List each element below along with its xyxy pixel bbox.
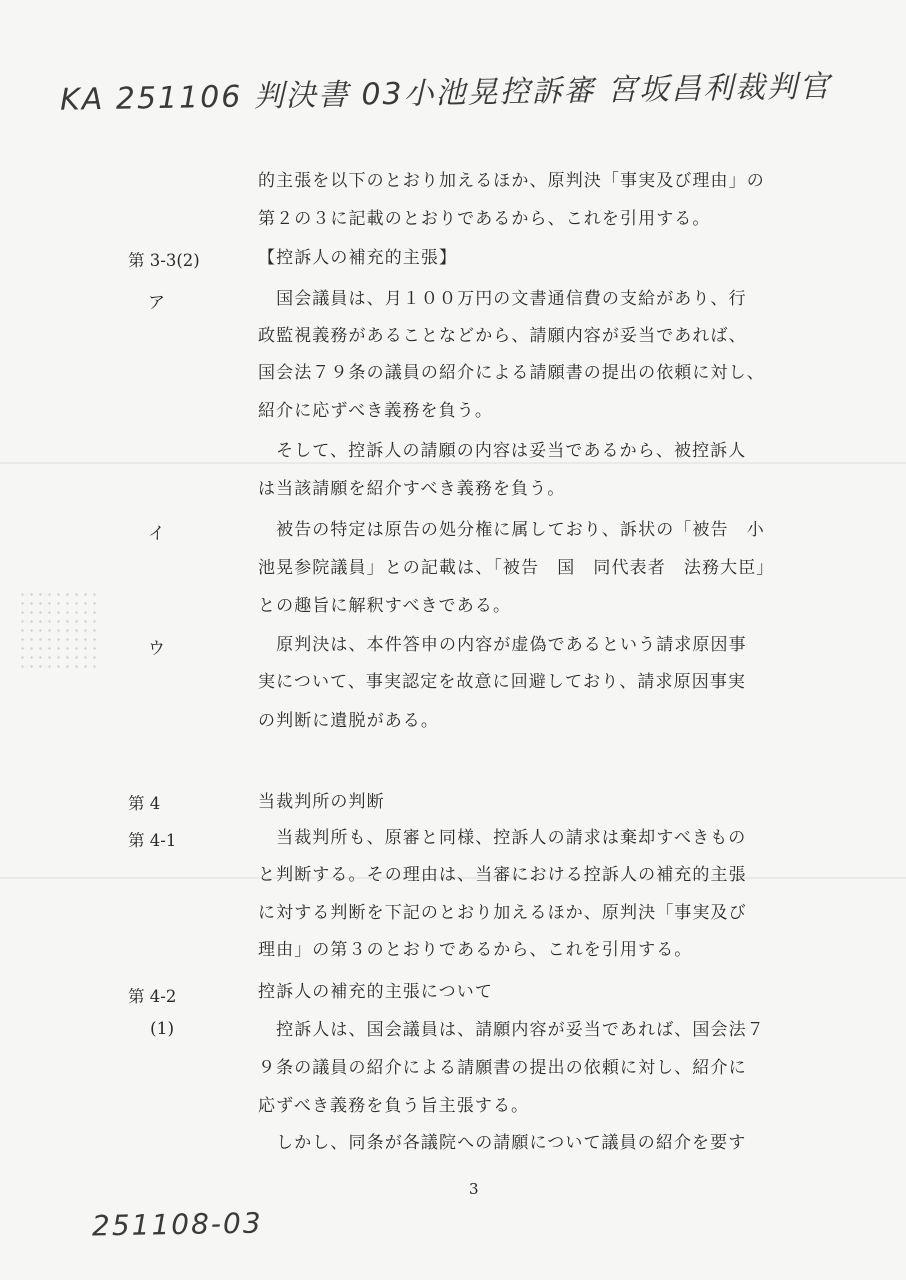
dot-pattern-decoration bbox=[18, 590, 98, 670]
text-line: との趣旨に解釈すべきである。 bbox=[258, 596, 512, 616]
page-number: 3 bbox=[469, 1180, 479, 1198]
item-label: ア bbox=[148, 293, 165, 313]
text-line: 原判決は、本件答申の内容が虚偽であるという請求原因事 bbox=[258, 635, 747, 655]
section-heading: 当裁判所の判断 bbox=[258, 792, 385, 812]
item-label: イ bbox=[148, 524, 165, 544]
text-line: と判断する。その理由は、当審における控訴人の補充的主張 bbox=[258, 865, 747, 885]
section-heading: 控訴人の補充的主張について bbox=[258, 982, 493, 1002]
text-line: に対する判断を下記のとおり加えるほか、原判決「事実及び bbox=[258, 903, 747, 923]
text-line: 実について、事実認定を故意に回避しており、請求原因事実 bbox=[258, 672, 747, 692]
text-line: 応ずべき義務を負う旨主張する。 bbox=[258, 1096, 530, 1116]
section-label: 第 4 bbox=[128, 794, 161, 813]
item-label: ウ bbox=[148, 639, 165, 659]
text-line: 当裁判所も、原審と同様、控訴人の請求は棄却すべきもの bbox=[258, 828, 747, 848]
section-label: 第 3-3(2) bbox=[128, 251, 200, 270]
text-line: 池晃参院議員」との記載は、「被告 国 同代表者 法務大臣」 bbox=[258, 558, 775, 578]
handwritten-header-note: KA 251106 判決書 03小池晃控訴審 宮坂昌利裁判官 bbox=[59, 69, 832, 118]
text-line: 紹介に応ずべき義務を負う。 bbox=[258, 401, 493, 421]
paper-fold-line bbox=[0, 462, 906, 464]
text-line: そして、控訴人の請願の内容は妥当であるから、被控訴人 bbox=[258, 441, 747, 461]
text-line: 政監視義務があることなどから、請願内容が妥当であれば、 bbox=[258, 326, 747, 346]
text-line: の判断に遺脱がある。 bbox=[258, 711, 439, 731]
text-line: 国会議員は、月１００万円の文書通信費の支給があり、行 bbox=[258, 289, 747, 309]
section-label: 第 4-1 bbox=[128, 831, 177, 850]
handwritten-footer-note: 251108-03 bbox=[91, 1206, 263, 1243]
text-line: 第２の３に記載のとおりであるから、これを引用する。 bbox=[258, 209, 711, 229]
item-label: (1) bbox=[150, 1019, 175, 1039]
text-line: 的主張を以下のとおり加えるほか、原判決「事実及び理由」の bbox=[258, 171, 765, 191]
text-line: 控訴人は、国会議員は、請願内容が妥当であれば、国会法７ bbox=[258, 1020, 765, 1040]
text-line: ９条の議員の紹介による請願書の提出の依頼に対し、紹介に bbox=[258, 1058, 747, 1078]
section-label: 第 4-2 bbox=[128, 987, 177, 1006]
text-line: 理由」の第３のとおりであるから、これを引用する。 bbox=[258, 940, 693, 960]
text-line: 被告の特定は原告の処分権に属しており、訴状の「被告 小 bbox=[258, 520, 765, 540]
text-line: は当該請願を紹介すべき義務を負う。 bbox=[258, 479, 566, 499]
section-heading: 【控訴人の補充的主張】 bbox=[258, 248, 458, 268]
text-line: 国会法７９条の議員の紹介による請願書の提出の依頼に対し、 bbox=[258, 363, 765, 383]
text-line: しかし、同条が各議院への請願について議員の紹介を要す bbox=[258, 1133, 747, 1153]
